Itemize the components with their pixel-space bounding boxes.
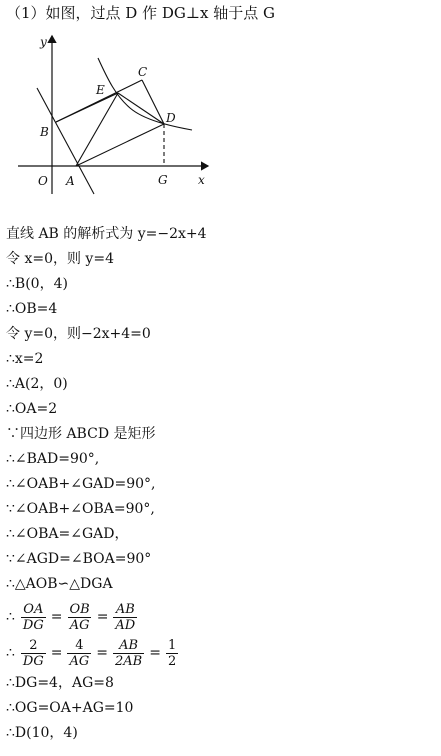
geometry-figure xyxy=(12,30,212,200)
step-line: ∴∠OBA=∠GAD， xyxy=(6,526,129,542)
step-line: ∴OG=OA+AG=10 xyxy=(6,700,134,716)
step-line: ∴DG=4，AG=8 xyxy=(6,675,114,691)
denominator: 2 xyxy=(167,653,177,669)
equals-sign: = xyxy=(50,644,63,661)
label-d: D xyxy=(166,111,176,125)
step-line: ∴x=2 xyxy=(6,351,44,367)
step-line: ∴D(10，4) xyxy=(6,725,78,741)
numerator: 2 xyxy=(29,637,38,653)
denominator: AG xyxy=(69,653,90,669)
step-line: ∵四边形 ABCD 是矩形 xyxy=(6,426,156,442)
label-y: y xyxy=(40,35,47,49)
numerator: 1 xyxy=(167,637,177,653)
denominator: AG xyxy=(69,617,90,633)
therefore-symbol: ∴ xyxy=(6,608,15,625)
numerator: AB xyxy=(119,637,139,653)
fraction xyxy=(21,638,46,669)
label-o: O xyxy=(38,174,48,188)
numerator: OA xyxy=(23,601,44,617)
step-line: ∴OA=2 xyxy=(6,401,58,417)
label-e: E xyxy=(96,83,105,97)
fraction xyxy=(21,602,46,633)
label-a: A xyxy=(66,174,75,188)
solution-steps xyxy=(6,222,436,746)
step-line: ∴B(0，4) xyxy=(6,276,68,292)
fraction xyxy=(113,638,144,669)
fraction xyxy=(67,638,91,669)
fraction xyxy=(166,638,178,669)
step-line: 令 x=0，则 y=4 xyxy=(6,251,114,267)
coordinate-diagram xyxy=(12,30,212,200)
step-line: 令 y=0，则−2x+4=0 xyxy=(6,326,151,342)
label-g: G xyxy=(158,173,168,187)
numerator: AB xyxy=(115,601,135,617)
numerator: OB xyxy=(69,601,90,617)
equals-sign: = xyxy=(96,644,108,661)
fraction xyxy=(67,602,91,633)
segment-ad xyxy=(76,124,164,166)
therefore-symbol: ∴ xyxy=(6,644,15,661)
fraction-line-2 xyxy=(6,635,436,671)
step-line: ∵∠AGD=∠BOA=90° xyxy=(6,551,152,567)
numerator: 4 xyxy=(75,637,84,653)
step-line: ∴∠BAD=90°, xyxy=(6,451,100,467)
label-b: B xyxy=(40,125,49,139)
problem-heading: （1）如图，过点 D 作 DG⊥x 轴于点 G xyxy=(6,4,275,22)
step-line: ∴∠OAB+∠GAD=90°, xyxy=(6,476,156,492)
denominator: 2AB xyxy=(114,653,143,669)
equals-sign: = xyxy=(149,644,161,661)
segment-ed xyxy=(118,93,164,124)
fraction-line-1 xyxy=(6,599,436,635)
label-c: C xyxy=(138,65,148,79)
step-line: ∵∠OAB+∠OBA=90°, xyxy=(6,501,155,517)
step-line: 直线 AB 的解析式为 y=−2x+4 xyxy=(6,226,207,242)
fraction xyxy=(113,602,137,633)
step-line: ∴A(2，0) xyxy=(6,376,68,392)
equals-sign: = xyxy=(96,608,109,625)
segment-be xyxy=(56,93,118,122)
denominator: AD xyxy=(115,617,136,633)
denominator: DG xyxy=(22,617,44,633)
equals-sign: = xyxy=(50,608,63,625)
step-line: ∴△AOB∽△DGA xyxy=(6,576,113,592)
denominator: DG xyxy=(22,653,44,669)
label-x: x xyxy=(198,173,205,187)
segment-ae xyxy=(76,93,118,166)
step-line: ∴OB=4 xyxy=(6,301,58,317)
